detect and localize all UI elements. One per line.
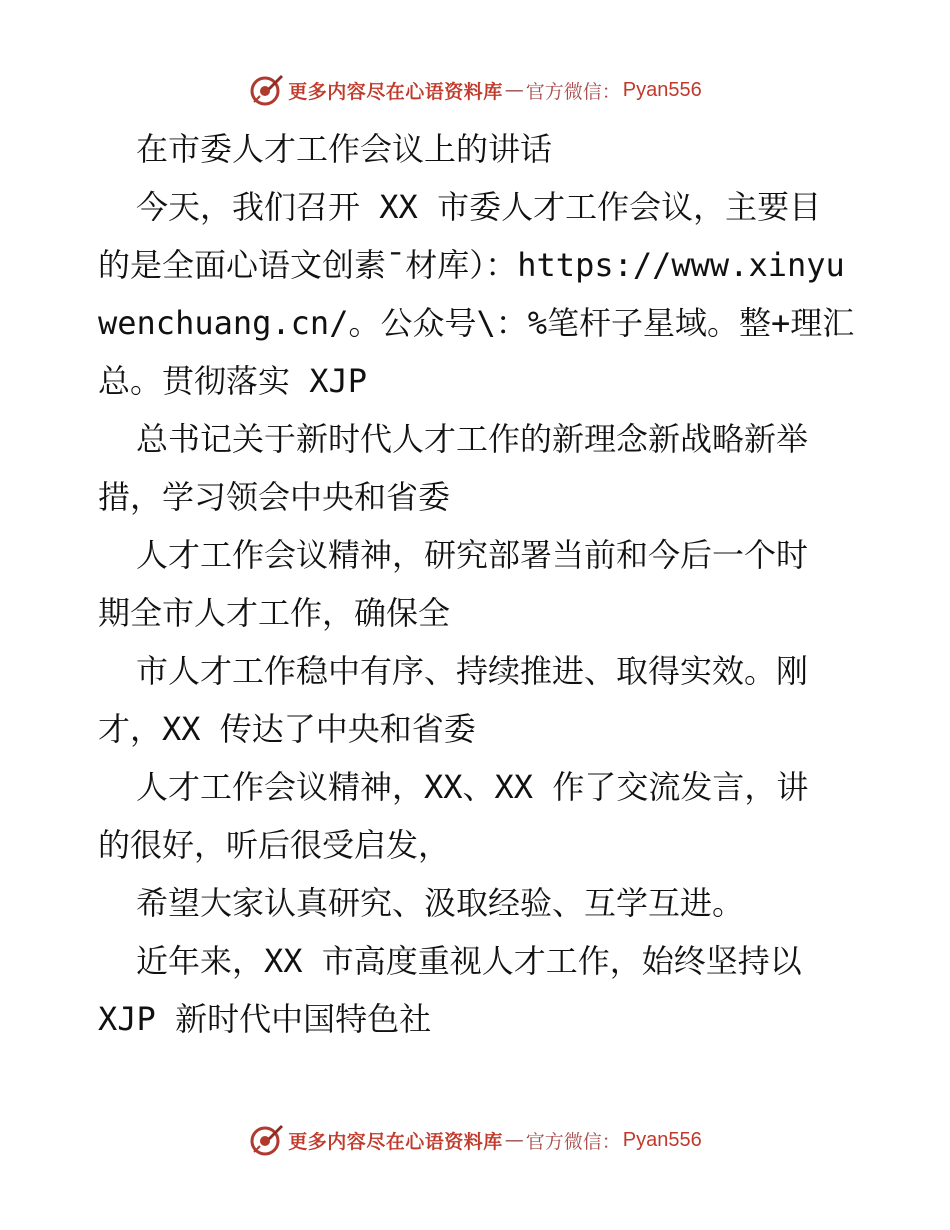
text-line: 总书记关于新时代人才工作的新理念新战略新举 [136,420,809,458]
text-line: 总。贯彻落实 XJP [98,362,368,400]
text-line: 希望大家认真研究、汲取经验、互学互进。 [136,884,745,922]
document-title: 在市委人才工作会议上的讲话 [136,130,553,168]
text-line: 人才工作会议精神，XX、XX 作了交流发言，讲 [136,768,809,806]
text-line: wenchuang.cn/。公众号\：%笔杆子星域。整+理汇 [98,304,855,342]
watermark-wechat-label: 官方微信： [525,1130,621,1153]
text-line: 的是全面心语文创素¯材库）：https://www.xinyu [98,246,845,284]
text-line: 期全市人才工作，确保全 [98,594,451,632]
text-line: 的很好，听后很受启发， [98,826,451,864]
watermark-dash: — [504,79,524,101]
watermark-wechat-id: Pyan556 [622,78,702,101]
text-line: 市人才工作稳中有序、持续推进、取得实效。刚 [136,652,809,690]
watermark-main-text: 更多内容尽在心语资料库 [288,80,503,103]
watermark-wechat-id: Pyan556 [622,1128,702,1151]
text-line: 措，学习领会中央和省委 [98,478,451,516]
watermark-banner-bottom [0,1120,950,1160]
text-line: XJP 新时代中国特色社 [98,1000,432,1038]
text-line: 人才工作会议精神，研究部署当前和今后一个时 [136,536,809,574]
text-line: 今天，我们召开 XX 市委人才工作会议，主要目 [136,188,822,226]
text-line: 才，XX 传达了中央和省委 [98,710,476,748]
watermark-banner-top [0,70,950,110]
pen-logo-icon [248,1122,284,1158]
pen-logo-icon [248,72,284,108]
text-line: 近年来，XX 市高度重视人才工作，始终坚持以 [136,942,802,980]
watermark-dash: — [504,1129,524,1151]
watermark-main-text: 更多内容尽在心语资料库 [288,1130,503,1153]
watermark-wechat-label: 官方微信： [525,80,621,103]
